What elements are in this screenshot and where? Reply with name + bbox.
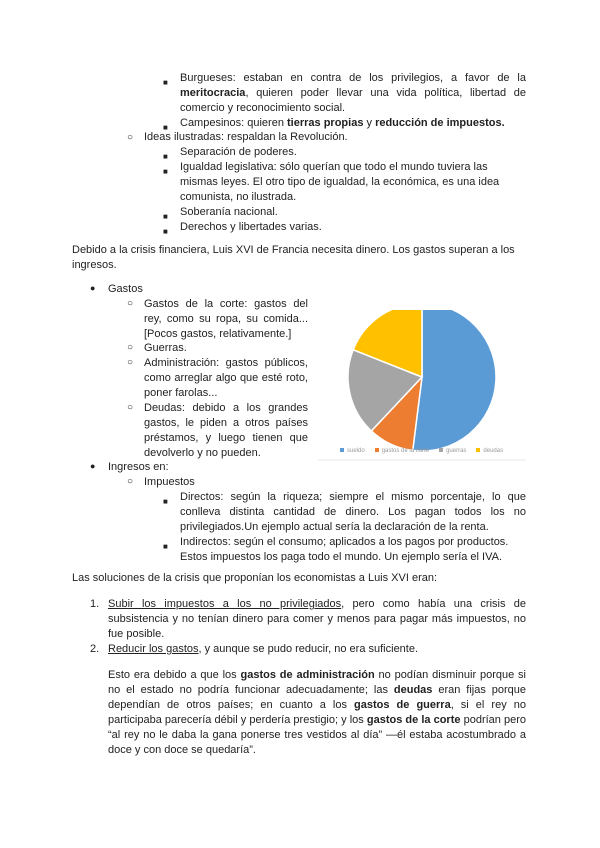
bullet-square: ■ (163, 497, 168, 506)
bullet-square: ■ (163, 152, 168, 161)
chart-legend (340, 445, 526, 459)
gasto-item: Gastos de la corte: gastos del rey, como su ropa, su comida... [Pocos gastos, relativamente.] (144, 298, 308, 340)
final-paragraph: Esto era debido a que los gastos de administración no podían disminuir porque si no el estado no podría funcionar adecuadamente; las deudas eran fijas porque dependían de otros países; en cuanto a los gastos de guerra, si el rey no participaba parecería débil y perdería prestigio; y los gastos de la corte podrían pero “al rey no le daba la gana ponerse tres vestidos al día” —él estaba acostumbrado a doce y con doce se quedaría”. (108, 669, 526, 756)
legend-swatch (439, 448, 443, 452)
bullet-circle: ○ (127, 342, 134, 353)
bullet-square: ■ (163, 227, 168, 236)
bullet-circle: ○ (127, 298, 134, 309)
sub-item: Igualdad legislativa: sólo querían que todo el mundo tuviera las mismas leyes. El otro tipo de igualdad, la económica, es una idea comunista, no ilustrada. (180, 161, 500, 203)
legend-item (439, 448, 466, 454)
gasto-item: Guerras. (144, 342, 187, 354)
bullet-square: ■ (163, 78, 168, 87)
bullet-circle: ○ (127, 132, 134, 143)
burgueses-item: Burgueses: estaban en contra de los privilegios, a favor de la meritocracia, quieren poder llevar una vida política, libertad de comercio y reconocimiento social. (180, 72, 526, 114)
gasto-item: Administración: gastos públicos, como arreglar algo que esté roto, poner farolas... (144, 357, 308, 399)
legend-item (375, 448, 429, 454)
campesinos-item: Campesinos: quieren tierras propias y reducción de impuestos. (180, 117, 505, 129)
legend-label: guerras (446, 448, 467, 454)
solucion-1: Subir los impuestos a los no privilegiados, pero como había una crisis de subsistencia y no tenían dinero para comer y menos para pagar más impuestos, no fue posible. (108, 598, 526, 640)
legend-label: sueldo (347, 448, 365, 454)
bullet-dot: ● (90, 461, 96, 471)
legend-swatch (340, 448, 344, 452)
legend-item (476, 448, 503, 454)
bullet-circle: ○ (127, 476, 134, 487)
gastos-title: Gastos (108, 283, 143, 295)
number-2: 2. (90, 643, 100, 655)
soluciones-paragraph: Las soluciones de la crisis que proponían los economistas a Luis XVI eran: (72, 572, 438, 584)
number-1: 1. (90, 598, 100, 610)
sub-item: Separación de poderes. (180, 146, 297, 158)
bullet-square: ■ (163, 542, 168, 551)
ingresos-title: Ingresos en: (108, 461, 169, 473)
solucion-2: Reducir los gastos, y aunque se pudo reducir, no era suficiente. (108, 643, 419, 655)
directos-item: Directos: según la riqueza; siempre el mismo porcentaje, lo que conlleva distinta cantidad de dinero. Los pagan todos los no privilegiados.Un ejemplo actual sería la declaración de la renta. (180, 491, 526, 533)
crisis-paragraph: Debido a la crisis financiera, Luis XVI de Francia necesita dinero. Los gastos superan a los ingresos. (72, 244, 515, 271)
bullet-square: ■ (163, 212, 168, 221)
indirectos-item: Indirectos: según el consumo; aplicados a los pagos por productos. Estos impuestos los paga todo el mundo. Un ejemplo sería el IVA. (180, 536, 509, 563)
legend-swatch (375, 448, 379, 452)
legend-swatch (476, 448, 480, 452)
impuestos-label: Impuestos (144, 476, 195, 488)
ideas-item: Ideas ilustradas: respaldan la Revolución. (144, 131, 348, 143)
pie-chart-svg (318, 310, 526, 462)
sub-item: Soberanía nacional. (180, 206, 278, 218)
sub-item: Derechos y libertades varias. (180, 221, 322, 233)
bullet-dot: ● (90, 283, 96, 293)
legend-item (340, 448, 365, 454)
legend-label: gastos de la corte (381, 448, 430, 454)
bullet-square: ■ (163, 167, 168, 176)
gasto-item: Deudas: debido a los grandes gastos, le piden a otros países préstamos, y luego tienen que devolverlo y no pueden. (144, 402, 308, 459)
bullet-circle: ○ (127, 357, 134, 368)
legend-label: deudas (483, 448, 504, 454)
pie-slice-sueldo (413, 310, 496, 451)
bullet-square: ■ (163, 123, 168, 132)
bullet-circle: ○ (127, 402, 134, 413)
pie-chart (318, 310, 526, 462)
